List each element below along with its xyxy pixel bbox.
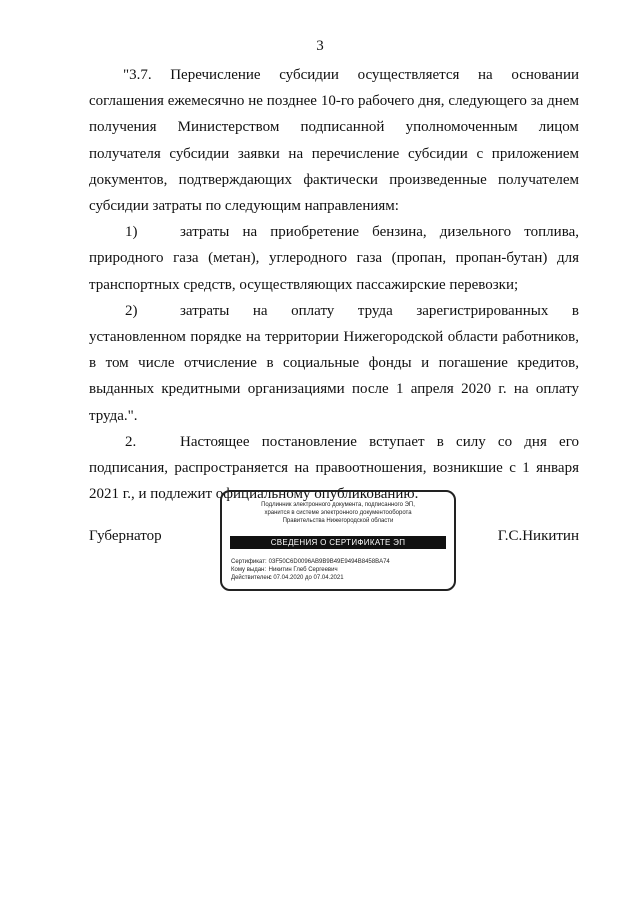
issued-to-value: Никитин Глеб Сергеевич (268, 567, 338, 573)
list-item-text: затраты на оплату труда зарегистрированных в установленном порядке на территории Нижегородской области работников, в том числе отчисление в социальные фонды и погашение кредитов, выданных кредитными организациями после 1 апреля 2020 г. на оплату труда.". (89, 302, 579, 424)
valid-row (231, 574, 448, 582)
certificate-value: 03F50C6D0096AB9B9B49E9494B8458BA74 (268, 559, 390, 565)
paragraph-3-7: "3.7. Перечисление субсидии осуществляется на основании соглашения ежемесячно не позднее 10-го рабочего дня, следующего за днем получения Министерством подписанной уполномоченным лицом получателя субсидии заявки на перечисление субсидии с приложением документов, подтверждающих фактически произведенные получателем субсидии затраты по следующим направлениям: (89, 67, 579, 215)
stamp-header-line: Подлинник электронного документа, подписанного ЭП, (261, 502, 415, 508)
list-item-text: затраты на приобретение бензина, дизельного топлива, природного газа (метан), углеродного газа (пропан, пропан-бутан) для транспортных средств, осуществляющих пассажирские перевозки; (89, 224, 579, 293)
stamp-header-line: Правительства Нижегородской области (282, 518, 394, 524)
paragraph-2-text: Настоящее постановление вступает в силу со дня его подписания, распространяется на правоотношения, возникшие с 1 января 2021 г., и подлежит официальному опубликованию. (89, 433, 579, 503)
stamp-header (228, 501, 448, 525)
list-item (89, 298, 579, 429)
signature-block (89, 490, 579, 595)
electronic-signature-stamp (220, 490, 456, 591)
stamp-certificate-info (231, 558, 448, 582)
stamp-banner: СВЕДЕНИЯ О СЕРТИФИКАТЕ ЭП (230, 536, 446, 549)
issued-to-label: Кому выдан: (231, 567, 267, 573)
paragraph-2-number: 2. (125, 433, 137, 450)
valid-label: Действителен: (231, 575, 272, 581)
signatory-title: Губернатор (89, 528, 162, 544)
page-number: 3 (316, 38, 324, 54)
list-item-number: 2) (125, 302, 138, 319)
list-item-number: 1) (125, 224, 138, 241)
issued-to-row (231, 566, 448, 574)
stamp-header-line: хранится в системе электронного документооборота (264, 510, 412, 516)
signatory-name: Г.С.Никитин (497, 528, 579, 544)
list-item (89, 219, 579, 298)
certificate-label: Сертификат: (231, 559, 267, 565)
valid-value: с 07.04.2020 до 07.04.2021 (268, 575, 344, 581)
document-body (89, 62, 579, 507)
certificate-row (231, 558, 448, 566)
